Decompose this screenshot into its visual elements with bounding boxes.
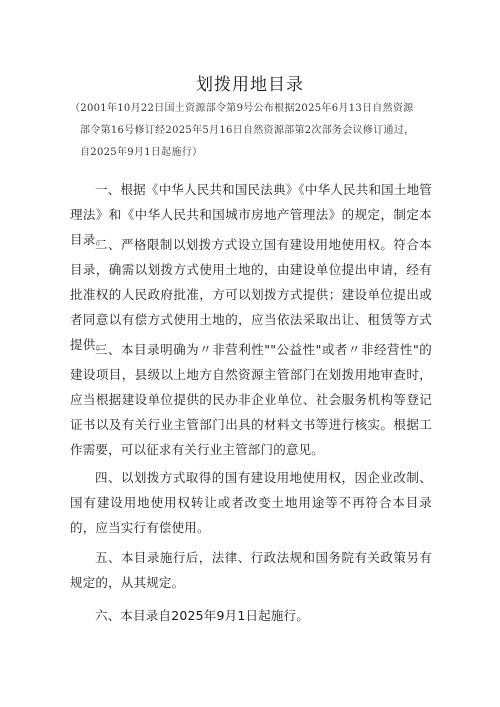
note-line-3: 自2025年9月1日起施行） (80, 147, 203, 158)
document-title: 划拨用地目录 (196, 75, 304, 95)
note-line-2: 部令第16号修订经2025年5月16日自然资源部第2次部务会议修订通过， (80, 125, 415, 136)
paragraph-4: 四、以划拨方式取得的国有建设用地使用权，因企业改制、国有建设用地使用权转让或者改变土地用途等不再符合本目录的，应当实行有偿使用。 (70, 470, 432, 535)
paragraph-6: 六、本目录自2025年9月1日起施行。 (95, 608, 310, 623)
paragraph-5: 五、本目录施行后，法律、行政法规和国务院有关政策另有规定的，从其规定。 (70, 550, 432, 590)
paragraph-2: 二、严格限制以划拨方式设立国有建设用地使用权。符合本目录，确需以划拨方式使用土地的，由建设单位提出申请，经有批准权的人民政府批准，方可以划拨方式提供；建设单位提出或者同意以有偿方式使用土地的，应当依法采取出让、租赁等方式提供。 (70, 237, 432, 352)
paragraph-3: 三、本目录明确为〃非营利性""公益性"或者〃非经营性"的建设项目，县级以上地方自然资源主管部门在划拨用地审查时，应当根据建设单位提供的民办非企业单位、社会服务机构等登记证书以及有关行业主管部门出具的材料文书等进行核实。根据工作需要，可以征求有关行业主管部门的意见。 (70, 342, 432, 457)
note-line-1: （2001年10月22日国土资源部令第9号公布根据2025年6月13日自然资源 (70, 103, 414, 114)
paragraph-1: 一、根据《中华人民共和国民法典》《中华人民共和国土地管理法》和《中华人民共和国城市房地产管理法》的规定，制定本目录。 (70, 182, 432, 247)
document-note (70, 98, 430, 164)
